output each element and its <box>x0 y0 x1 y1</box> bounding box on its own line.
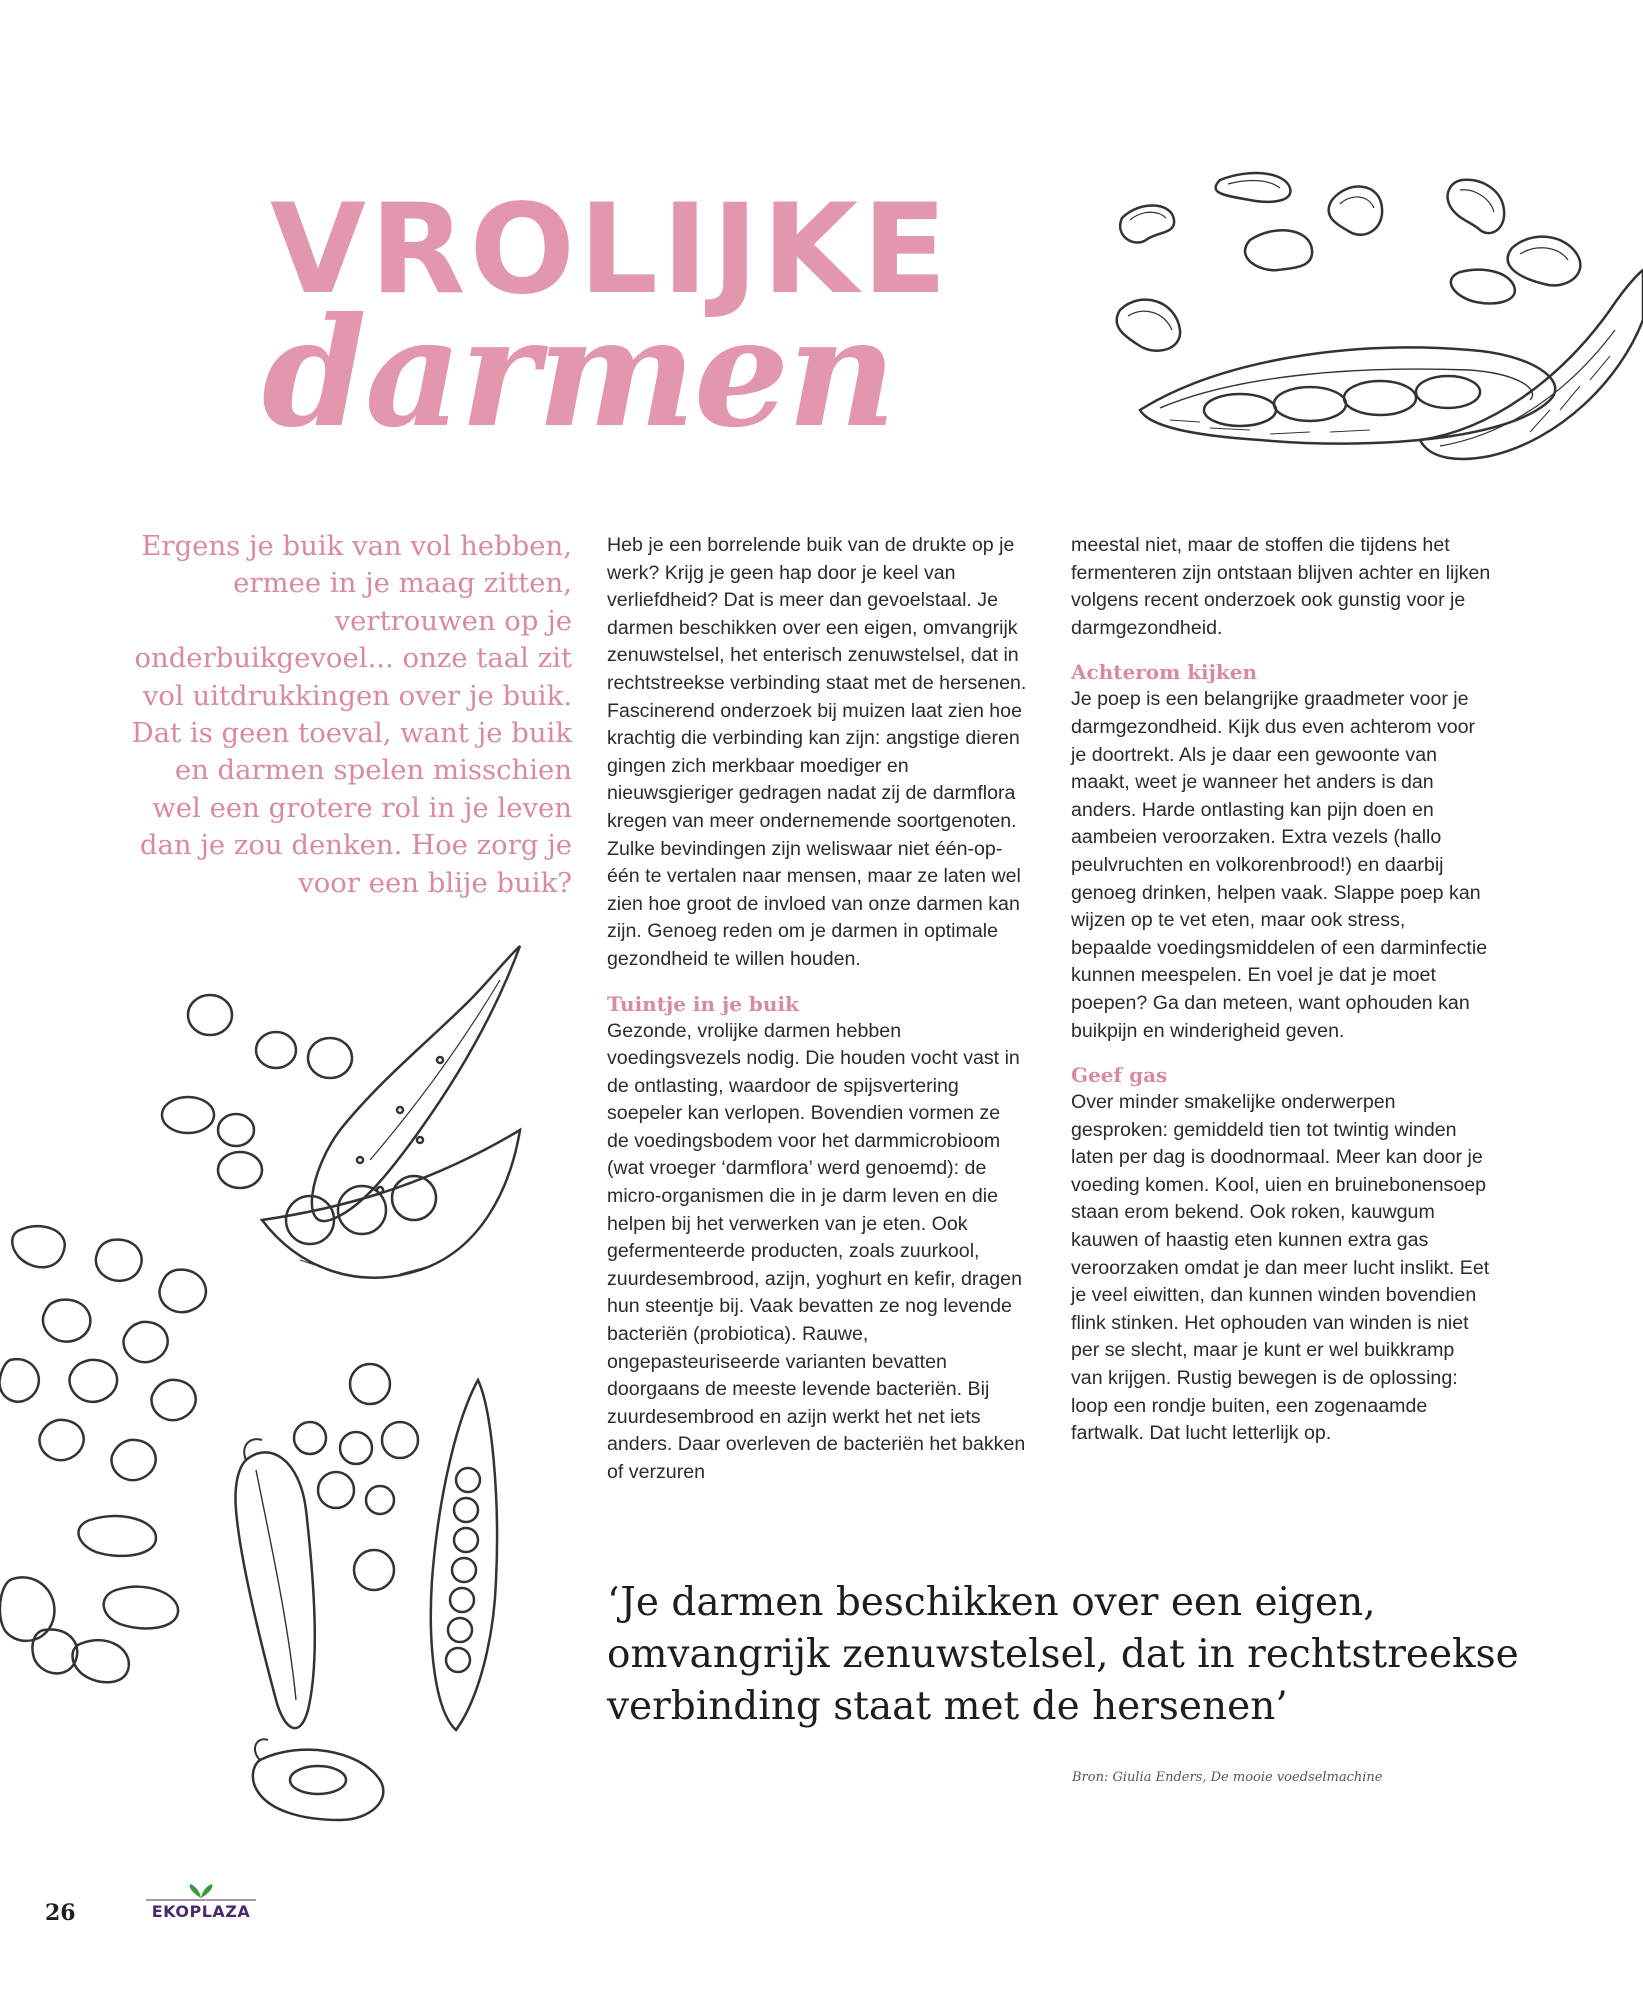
pull-quote: ‘Je darmen beschikken over een eigen, omvangrijk zenuwstelsel, dat in rechtstreekse verbinding staat met de hersenen’ <box>607 1580 1519 1729</box>
peanut <box>253 1739 383 1820</box>
body-paragraph: Gezonde, vrolijke darmen hebben voedingsvezels nodig. Die houden vocht vast in de ontlasting, waardoor de spijsvertering soepeler kan verlopen. Bovendien vormen ze de voedingsbodem voor het darmmicrobioom (wat vroeger ‘darmflora’ werd genoemd): de micro-organismen die in je darm leven en die helpen bij het verwerken van je eten. Ook gefermenteerde producten, zoals zuurkool, zuurdesembrood, azijn, yoghurt en kefir, dragen hun steentje bij. Vaak bevatten ze nog levende bacteriën (probiotica). Rauwe, ongepasteuriseerde varianten bevatten doorgaans de meeste levende bacteriën. Bij zuurdesembrood en azijn werkt het net iets anders. Daar overleven de bacteriën het bakken of verzuren <box>607 1019 1026 1483</box>
ekoplaza-logo <box>146 1880 256 1924</box>
article-column-left <box>607 532 1027 1487</box>
source-credit: Bron: Giulia Enders, De mooie voedselmachine <box>1072 1770 1383 1785</box>
kidney-bean-7 <box>1451 270 1515 304</box>
subheading-tuintje: Tuintje in je buik <box>607 991 799 1016</box>
subheading-achterom: Achterom kijken <box>1071 660 1258 685</box>
brand-name: EKOPLAZA <box>151 1902 251 1921</box>
pea-pod-1 <box>235 1439 314 1728</box>
body-paragraph: Je poep is een belangrijke graadmeter voor je darmgezondheid. Kijk dus even achterom voor je doortrekt. Als je daar een gewoonte van maakt, weet je wanneer het anders is dan anders. Harde ontlasting kan pijn doen en aambeien veroorzaken. Extra vezels (hallo peulvruchten en volkorenbrood!) en daarbij genoeg drinken, helpen vaak. Slappe poep kan wijzen op te vet eten, maar ook stress, bepaalde voedingsmiddelen of een darminfectie kunnen meespelen. En voel je dat je moet poepen? Ga dan meteen, want ophouden kan buikpijn en winderigheid geven. <box>1071 688 1488 1042</box>
beans-illustration-top <box>1110 160 1643 480</box>
title-line-2: darmen <box>262 285 895 461</box>
bean-pod-large <box>1140 348 1555 444</box>
brown-beans <box>0 1516 178 1682</box>
legumes-illustration-left <box>0 940 580 1830</box>
subheading-geef-gas: Geef gas <box>1071 1063 1168 1088</box>
kidney-bean-5 <box>1245 230 1312 270</box>
body-paragraph: meestal niet, maar de stoffen die tijdens het fermenteren zijn ontstaan blijven achter en lijken volgens recent onderzoek ook gunstig voor je darmgezondheid. <box>1071 534 1491 639</box>
kidney-bean-4 <box>1448 180 1505 233</box>
chickpeas <box>0 1226 206 1480</box>
peas-loose <box>294 1364 418 1590</box>
kidney-bean-6 <box>1508 237 1581 286</box>
leaf-icon <box>146 1880 256 1902</box>
page-number: 26 <box>45 1900 76 1926</box>
kidney-bean-3 <box>1329 187 1383 235</box>
edamame-pod <box>262 1130 520 1278</box>
pea-pod-2 <box>431 1380 497 1730</box>
title-line-1: VROLIJKE <box>270 178 951 322</box>
kidney-bean-2 <box>1120 205 1174 242</box>
kidney-bean-1 <box>1216 173 1291 202</box>
body-paragraph: Heb je een borrelende buik van de drukte op je werk? Krijg je geen hap door je keel van verliefdheid? Dat is meer dan gevoelstaal. Je darmen beschikken over een eigen, omvangrijk zenuwstelsel, het enterisch zenuwstelsel, dat in rechtstreekse verbinding staat met de hersenen. Fascinerend onderzoek bij muizen laat zien hoe krachtig die verbinding kan zijn: angstige dieren gingen zich merkbaar moediger en nieuwsgieriger gedragen nadat zij de darmflora kregen van meer ondernemende soortgenoten. Zulke bevindingen zijn weliswaar niet één-op-één te vertalen naar mensen, maar ze laten wel zien hoe groot de invloed van onze darmen kan zijn. Genoeg reden om je darmen in optimale gezondheid te willen houden. <box>607 534 1027 970</box>
body-paragraph: Over minder smakelijke onderwerpen gesproken: gemiddeld tien tot twintig winden laten per dag is doodnormaal. Meer kan door je voeding komen. Kool, uien en bruinebonensoep staan erom bekend. Ook roken, kauwgum kauwen of haastig eten kunnen extra gas veroorzaken omdat je dan meer lucht inslikt. Eet je veel eiwitten, dan kunnen winden bovendien flink stinken. Het ophouden van winden is niet per se slecht, maar je kunt er wel buikkramp van krijgen. Rustig bewegen is de oplossing: loop een rondje buiten, een zogenaamde fartwalk. Dat lucht letterlijk op. <box>1071 1091 1490 1445</box>
intro-text: Ergens je buik van vol hebben, ermee in je maag zitten, vertrouwen op je onderbuikgevoel... onze taal zit vol uitdrukkingen over je buik. Dat is geen toeval, want je buik en darmen spelen misschien wel een grotere rol in je leven dan je zou denken. Hoe zorg je voor een blije buik? <box>131 530 572 899</box>
article-column-right <box>1071 532 1491 1448</box>
kidney-bean-8 <box>1117 300 1180 351</box>
